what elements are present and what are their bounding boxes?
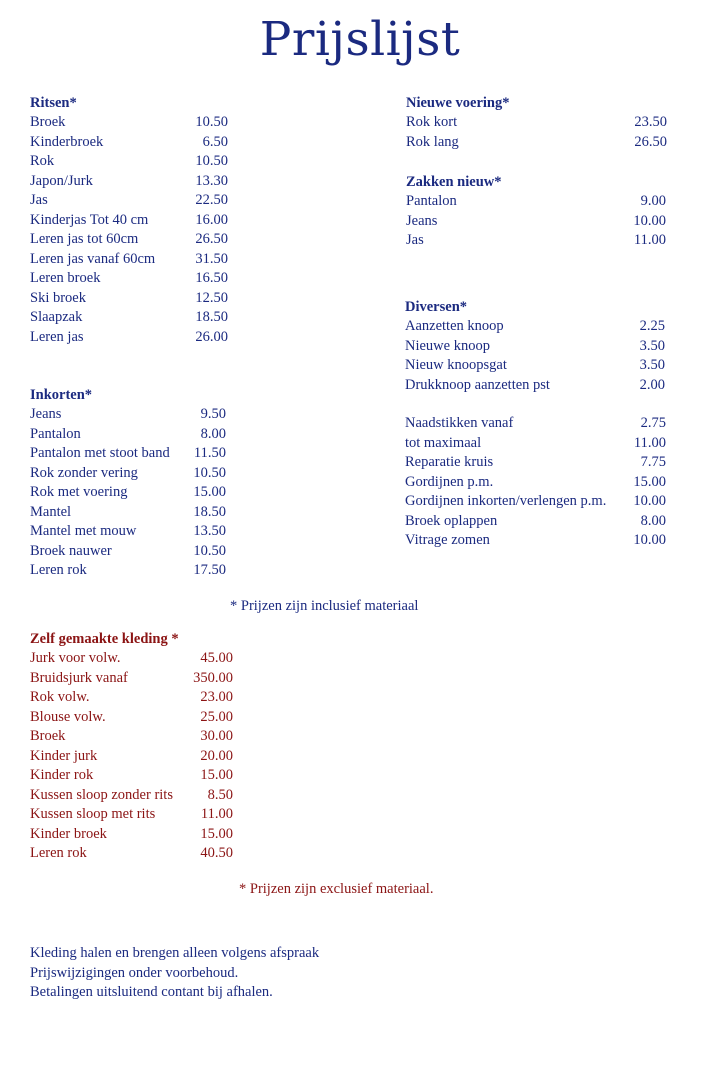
item-name: Mantel — [30, 503, 72, 520]
item-price: 10.50 — [195, 114, 228, 130]
price-row — [405, 356, 665, 376]
price-row — [406, 192, 666, 212]
price-row — [30, 464, 226, 484]
price-row — [30, 444, 226, 464]
item-name: Rok met voering — [30, 484, 128, 500]
item-price: 11.50 — [193, 445, 226, 461]
item-name: Rok — [30, 153, 55, 169]
item-price: 10.50 — [193, 464, 226, 481]
price-row — [405, 512, 666, 532]
item-price: 10.50 — [193, 542, 226, 559]
item-price: 6.50 — [202, 133, 228, 150]
item-price: 9.50 — [200, 406, 226, 422]
item-name: Drukknoop aanzetten pst — [405, 376, 550, 393]
item-price: 45.00 — [200, 650, 233, 666]
item-name: Jas — [30, 192, 48, 208]
item-name: Pantalon — [30, 425, 81, 442]
item-name: Broek — [30, 114, 66, 130]
item-name: Pantalon met stoot band — [30, 445, 170, 461]
price-row — [30, 425, 226, 445]
item-name: Japon/Jurk — [30, 172, 93, 189]
section-diversen — [405, 297, 665, 395]
item-price: 23.00 — [200, 689, 233, 705]
item-name: Kinderbroek — [30, 133, 104, 150]
item-price: 18.50 — [195, 309, 228, 325]
item-name: Jurk voor volw. — [30, 650, 121, 666]
section-zelf-gemaakte-kleding — [30, 629, 233, 864]
item-name: Ski broek — [30, 289, 86, 306]
section-zakken-nieuw — [406, 172, 666, 251]
price-row — [30, 522, 226, 542]
item-name: Kussen sloop zonder rits — [30, 786, 173, 803]
price-row — [406, 133, 667, 153]
price-row — [30, 211, 228, 231]
item-name: Vitrage zomen — [405, 532, 490, 548]
item-price: 8.00 — [640, 512, 666, 529]
price-row — [30, 561, 226, 581]
price-row — [30, 289, 228, 309]
item-name: Rok volw. — [30, 689, 90, 705]
note-exclusief-materiaal: * Prijzen zijn exclusief materiaal. — [239, 881, 434, 897]
price-row — [30, 405, 226, 425]
price-row — [30, 152, 228, 172]
item-name: Aanzetten knoop — [405, 318, 504, 334]
item-price: 26.00 — [195, 328, 228, 345]
section-heading: Ritsen* — [30, 95, 77, 111]
footer-line: Prijswijzigingen onder voorbehoud. — [30, 964, 239, 981]
price-row — [30, 172, 228, 192]
price-row — [405, 337, 665, 357]
item-price: 17.50 — [193, 562, 226, 578]
item-name: Reparatie kruis — [405, 454, 494, 470]
item-name: Leren jas vanaf 60cm — [30, 250, 156, 267]
item-name: Broek — [30, 728, 66, 744]
item-price: 16.00 — [195, 211, 228, 228]
item-price: 18.50 — [193, 503, 226, 520]
item-price: 3.50 — [639, 357, 665, 373]
price-row — [30, 805, 233, 825]
item-name: Slaapzak — [30, 309, 83, 325]
price-row — [30, 825, 233, 845]
item-price: 9.00 — [640, 193, 666, 209]
section-diversen-extra — [405, 414, 666, 551]
price-row — [30, 308, 228, 328]
item-name: Leren jas tot 60cm — [30, 231, 139, 247]
item-price: 11.00 — [633, 434, 666, 451]
price-row — [30, 230, 228, 250]
price-row — [30, 133, 228, 153]
item-price: 13.30 — [195, 172, 228, 189]
price-row — [30, 766, 233, 786]
item-price: 26.50 — [634, 133, 667, 150]
item-name: Leren broek — [30, 270, 101, 286]
item-name: Kinder rok — [30, 767, 94, 783]
item-name: Leren rok — [30, 562, 87, 578]
item-price: 350.00 — [193, 669, 233, 686]
item-name: Rok lang — [406, 133, 459, 150]
section-heading: Zakken nieuw* — [406, 174, 502, 190]
price-row — [405, 453, 666, 473]
item-price: 23.50 — [634, 114, 667, 130]
footer-line: Betalingen uitsluitend contant bij afhalen. — [30, 984, 273, 1000]
footer-notes — [30, 944, 319, 1003]
item-name: Jeans — [406, 212, 438, 229]
item-price: 10.00 — [633, 212, 666, 229]
item-name: Gordijnen p.m. — [405, 473, 494, 490]
item-name: Jeans — [30, 406, 62, 422]
price-row — [30, 503, 226, 523]
item-price: 15.00 — [200, 825, 233, 842]
item-name: Leren jas — [30, 328, 84, 345]
item-name: Rok zonder vering — [30, 464, 138, 481]
item-name: Pantalon — [406, 193, 457, 209]
item-price: 3.50 — [639, 337, 665, 354]
price-row — [406, 113, 667, 133]
item-name: Blouse volw. — [30, 708, 106, 725]
price-row — [30, 250, 228, 270]
price-row — [30, 786, 233, 806]
item-name: Bruidsjurk vanaf — [30, 669, 128, 686]
item-name: Kinderjas Tot 40 cm — [30, 211, 149, 228]
price-row — [30, 649, 233, 669]
item-name: Leren rok — [30, 845, 87, 861]
price-row — [406, 212, 666, 232]
item-name: Nieuwe knoop — [405, 337, 490, 354]
item-name: Broek oplappen — [405, 512, 498, 529]
price-row — [30, 328, 228, 348]
item-price: 2.25 — [639, 318, 665, 334]
price-row — [30, 688, 233, 708]
item-name: Kinder broek — [30, 825, 107, 842]
item-name: Naadstikken vanaf — [405, 415, 514, 431]
price-row — [30, 269, 228, 289]
price-row — [30, 669, 233, 689]
item-price: 15.00 — [633, 473, 666, 490]
item-price: 15.00 — [193, 484, 226, 500]
page-title: Prijslijst — [259, 12, 461, 67]
price-row — [405, 376, 665, 396]
item-price: 11.00 — [633, 232, 666, 248]
item-name: tot maximaal — [405, 434, 482, 451]
price-row — [405, 317, 665, 337]
price-row — [30, 113, 228, 133]
price-row — [30, 844, 233, 864]
item-price: 31.50 — [195, 250, 228, 267]
item-name: Nieuw knoopsgat — [405, 357, 507, 373]
section-heading: Zelf gemaakte kleding * — [30, 631, 179, 647]
item-price: 26.50 — [195, 231, 228, 247]
item-price: 22.50 — [195, 192, 228, 208]
item-name: Rok kort — [406, 114, 458, 130]
item-price: 8.00 — [200, 425, 226, 442]
item-price: 30.00 — [200, 728, 233, 744]
price-row — [405, 492, 666, 512]
section-nieuwe-voering — [406, 93, 667, 152]
section-heading: Inkorten* — [30, 387, 93, 403]
item-name: Broek nauwer — [30, 542, 112, 559]
item-price: 10.00 — [633, 493, 666, 509]
section-heading: Nieuwe voering* — [406, 95, 510, 111]
item-price: 8.50 — [207, 786, 233, 803]
note-inclusief-materiaal: * Prijzen zijn inclusief materiaal — [230, 598, 419, 614]
price-row — [405, 414, 666, 434]
price-row — [30, 747, 233, 767]
price-row — [30, 708, 233, 728]
item-price: 40.50 — [200, 845, 233, 861]
item-price: 25.00 — [200, 708, 233, 725]
price-row — [30, 483, 226, 503]
item-name: Kinder jurk — [30, 747, 98, 764]
item-price: 20.00 — [200, 747, 233, 764]
section-ritsen — [30, 93, 228, 347]
item-price: 10.50 — [195, 153, 228, 169]
item-price: 11.00 — [200, 806, 233, 822]
item-price: 13.50 — [193, 523, 226, 539]
item-price: 15.00 — [200, 767, 233, 783]
price-row — [405, 531, 666, 551]
price-row — [405, 434, 666, 454]
item-price: 16.50 — [195, 270, 228, 286]
item-price: 12.50 — [195, 289, 228, 306]
item-name: Jas — [406, 232, 424, 248]
item-price: 10.00 — [633, 532, 666, 548]
section-inkorten — [30, 385, 226, 581]
price-row — [30, 542, 226, 562]
item-price: 7.75 — [640, 454, 666, 470]
price-row — [405, 473, 666, 493]
item-name: Kussen sloop met rits — [30, 806, 156, 822]
item-name: Gordijnen inkorten/verlengen p.m. — [405, 493, 607, 509]
price-row — [406, 231, 666, 251]
item-name: Mantel met mouw — [30, 523, 137, 539]
footer-line: Kleding halen en brengen alleen volgens afspraak — [30, 945, 320, 961]
price-row — [30, 191, 228, 211]
section-heading: Diversen* — [405, 299, 468, 315]
item-price: 2.75 — [640, 415, 666, 431]
price-row — [30, 727, 233, 747]
item-price: 2.00 — [639, 376, 665, 393]
